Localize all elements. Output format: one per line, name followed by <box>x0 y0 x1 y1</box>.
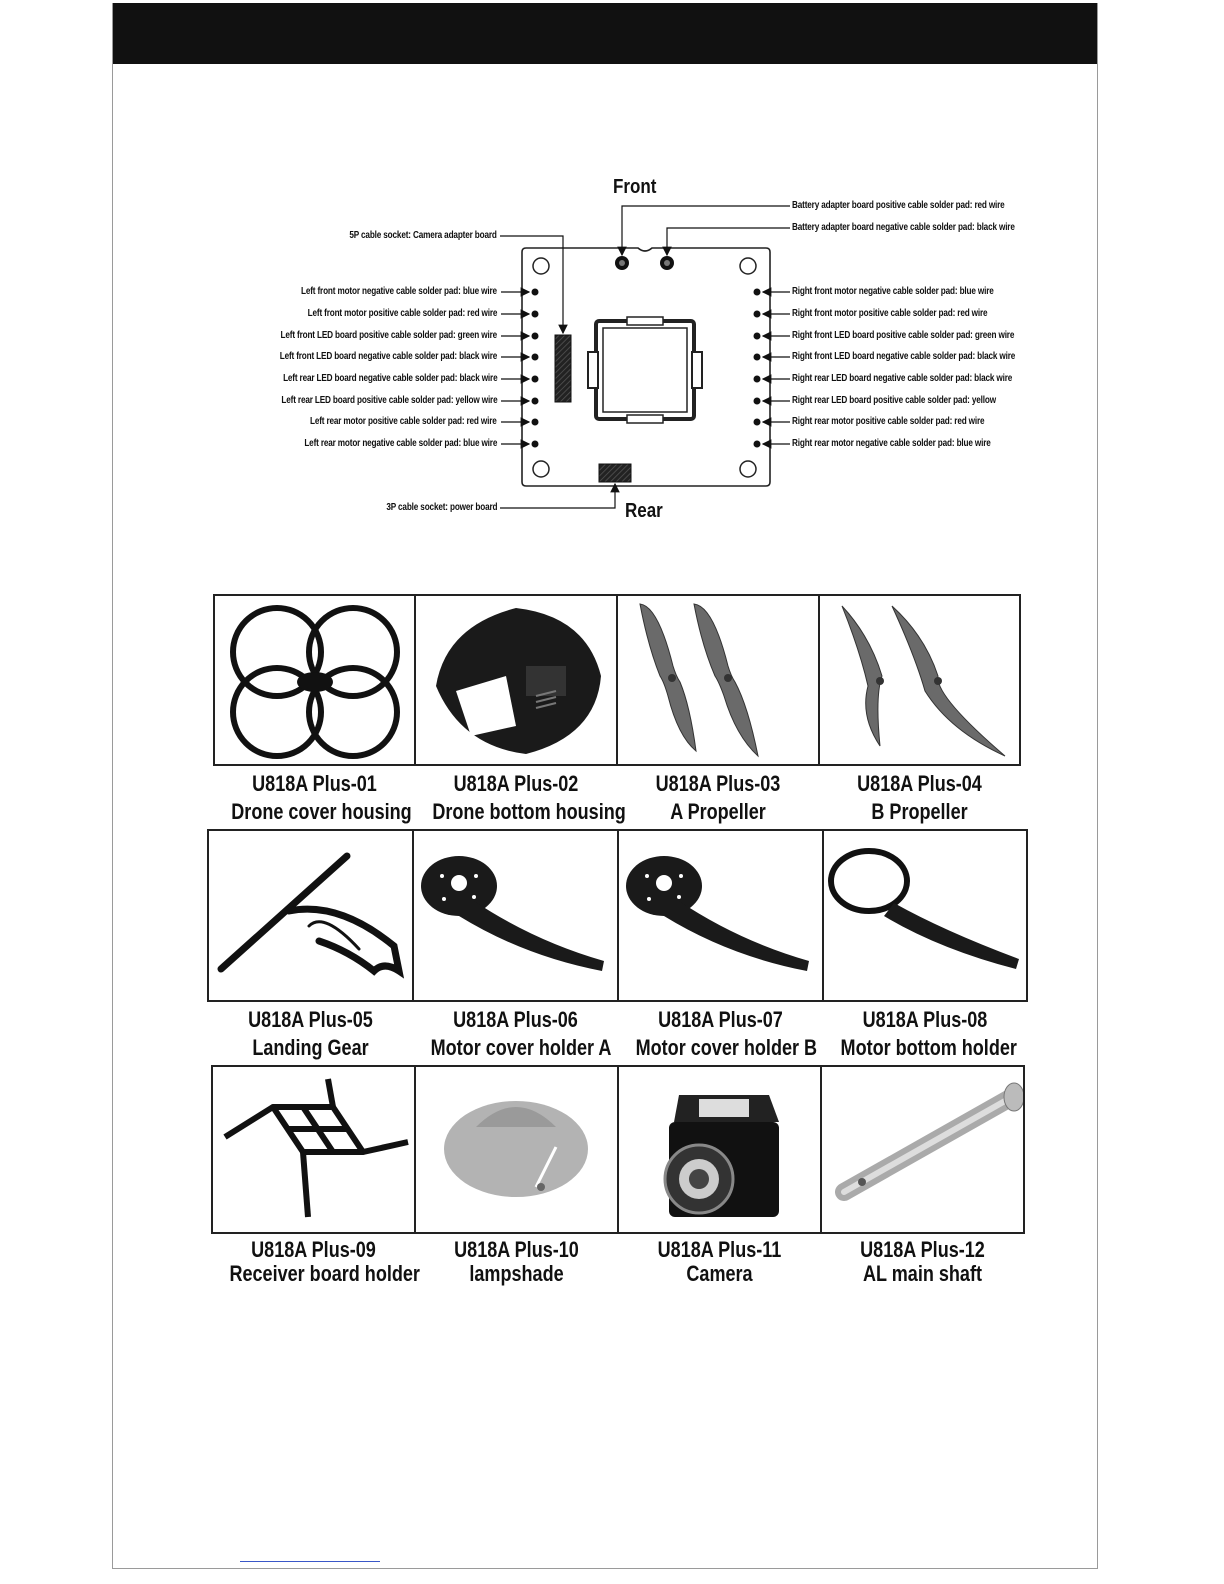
right-label-6: Right rear LED board positive cable solder pad: yellow <box>792 395 996 406</box>
left-label-4: Left front LED board negative cable solder pad: black wire <box>279 351 497 362</box>
part-image-08 <box>822 829 1028 1002</box>
mount-hole-icon <box>533 461 549 477</box>
drone-cover-housing-icon <box>215 596 414 764</box>
left-label-5: Left rear LED board negative cable solder pad: black wire <box>282 373 497 384</box>
part-image-11 <box>617 1065 822 1234</box>
part-image-07 <box>617 829 824 1002</box>
right-solder-pad-7 <box>754 419 761 426</box>
battery-positive-label: Battery adapter board positive cable solder pad: red wire <box>792 200 1005 211</box>
mount-hole-icon <box>740 461 756 477</box>
part-caption-09: U818A Plus-09 Receiver board holder <box>229 1237 420 1286</box>
left-solder-pad-1 <box>532 289 539 296</box>
left-solder-pad-3 <box>532 333 539 340</box>
right-solder-pad-2 <box>754 311 761 318</box>
right-solder-pad-6 <box>754 398 761 405</box>
battery-negative-label: Battery adapter board negative cable solder pad: black wire <box>792 222 1015 233</box>
b-propeller-icon <box>820 596 1019 764</box>
right-solder-pad-8 <box>754 441 761 448</box>
left-label-2: Left front motor positive cable solder pad: red wire <box>307 308 497 319</box>
power-socket-label: 3P cable socket: power board <box>385 502 497 513</box>
part-caption-10: U818A Plus-10 lampshade <box>454 1237 579 1286</box>
part-caption-08: U818A Plus-08 Motor bottom holder <box>840 1007 1017 1060</box>
right-solder-pad-3 <box>754 333 761 340</box>
left-solder-pad-2 <box>532 311 539 318</box>
part-image-01 <box>213 594 416 766</box>
right-label-3: Right front LED board positive cable solder pad: green wire <box>792 330 1015 341</box>
board-drawing <box>0 0 1224 560</box>
part-caption-01: U818A Plus-01 Drone cover housing <box>231 771 412 824</box>
left-solder-pad-6 <box>532 398 539 405</box>
left-label-3: Left front LED board positive cable solder pad: green wire <box>280 330 497 341</box>
right-solder-pad-4 <box>754 354 761 361</box>
al-main-shaft-icon <box>822 1067 1023 1232</box>
right-solder-pad-1 <box>754 289 761 296</box>
mount-hole-icon <box>533 258 549 274</box>
left-solder-pad-8 <box>532 441 539 448</box>
part-caption-07: U818A Plus-07 Motor cover holder B <box>635 1007 818 1060</box>
part-image-12 <box>820 1065 1025 1234</box>
camera-socket <box>555 335 571 402</box>
front-label: Front <box>613 176 657 198</box>
part-caption-05: U818A Plus-05 Landing Gear <box>248 1007 373 1060</box>
part-image-02 <box>414 594 618 766</box>
part-image-03 <box>616 594 820 766</box>
right-label-5: Right rear LED board negative cable solder pad: black wire <box>792 373 1013 384</box>
left-label-1: Left front motor negative cable solder pad: blue wire <box>301 286 497 297</box>
left-solder-pad-4 <box>532 354 539 361</box>
part-caption-11: U818A Plus-11 Camera <box>657 1237 782 1286</box>
power-socket-leader <box>500 484 615 508</box>
part-image-10 <box>414 1065 619 1234</box>
left-solder-pad-5 <box>532 376 539 383</box>
right-label-7: Right rear motor positive cable solder pad: red wire <box>792 416 985 427</box>
right-solder-pad-5 <box>754 376 761 383</box>
drone-bottom-housing-icon <box>416 596 616 764</box>
camera-icon <box>619 1067 820 1232</box>
left-solder-pad-7 <box>532 419 539 426</box>
power-socket <box>599 464 631 482</box>
right-label-4: Right front LED board negative cable solder pad: black wire <box>792 351 1016 362</box>
part-caption-02: U818A Plus-02 Drone bottom housing <box>432 771 626 824</box>
right-label-8: Right rear motor negative cable solder pad: blue wire <box>792 438 991 449</box>
right-label-1: Right front motor negative cable solder pad: blue wire <box>792 286 994 297</box>
part-image-06 <box>412 829 619 1002</box>
receiver-board-holder-icon <box>213 1067 414 1232</box>
mount-hole-icon <box>740 258 756 274</box>
part-image-05 <box>207 829 414 1002</box>
part-caption-12: U818A Plus-12 AL main shaft <box>860 1237 985 1286</box>
left-label-6: Left rear LED board positive cable solder pad: yellow wire <box>280 395 497 406</box>
part-image-09 <box>211 1065 416 1234</box>
lampshade-icon <box>416 1067 617 1232</box>
motor-cover-holder-a-icon <box>414 831 617 1000</box>
part-caption-03: U818A Plus-03 A Propeller <box>655 771 781 824</box>
left-label-8: Left rear motor negative cable solder pad: blue wire <box>304 438 497 449</box>
motor-bottom-holder-icon <box>824 831 1026 1000</box>
right-label-2: Right front motor positive cable solder pad: red wire <box>792 308 988 319</box>
part-image-04 <box>818 594 1021 766</box>
part-caption-04: U818A Plus-04 B Propeller <box>857 771 982 824</box>
part-caption-06: U818A Plus-06 Motor cover holder A <box>430 1007 612 1060</box>
a-propeller-icon <box>618 596 818 764</box>
footer-link-underline <box>240 1561 380 1562</box>
left-label-7: Left rear motor positive cable solder pad: red wire <box>310 416 497 427</box>
motor-cover-holder-b-icon <box>619 831 822 1000</box>
landing-gear-icon <box>209 831 412 1000</box>
camera-socket-label: 5P cable socket: Camera adapter board <box>349 230 497 241</box>
rear-label: Rear <box>625 500 663 522</box>
